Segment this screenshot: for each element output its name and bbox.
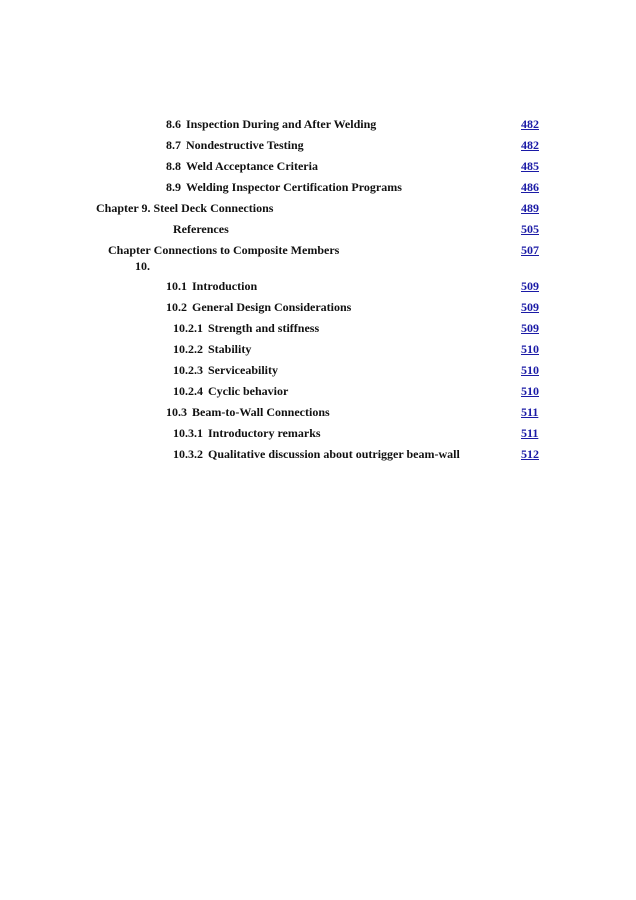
toc-entry-8-8	[0, 158, 636, 174]
toc-entry-number: 8.6	[166, 117, 181, 131]
toc-entry-number: 8.8	[166, 159, 181, 173]
toc-entry-title	[96, 200, 273, 216]
toc-entry-text: Stability	[208, 342, 252, 356]
toc-entry-title	[173, 221, 229, 237]
toc-entry-text: Introductory remarks	[208, 426, 321, 440]
toc-page-link[interactable]: 510	[521, 342, 539, 356]
toc-entry-chapter-9	[0, 200, 636, 216]
toc-page-link[interactable]: 510	[521, 363, 539, 377]
toc-entry-chapter-10	[0, 242, 636, 274]
toc-entry-text: Weld Acceptance Criteria	[186, 159, 318, 173]
toc-entry-title	[166, 116, 376, 132]
toc-entry-8-6	[0, 116, 636, 132]
toc-entry-title	[166, 137, 304, 153]
toc-page-link[interactable]: 510	[521, 384, 539, 398]
toc-entry-text: Introduction	[192, 279, 258, 293]
toc-entry-title	[173, 362, 278, 378]
toc-entry-number: 10.2.1	[173, 321, 203, 335]
toc-page-link[interactable]: 486	[521, 180, 539, 194]
toc-entry-title	[166, 404, 330, 420]
toc-entry-10-2	[0, 299, 636, 315]
toc-entry-continuation: 10.	[135, 259, 150, 273]
toc-entry-text: Welding Inspector Certification Programs	[186, 180, 402, 194]
toc-entry-text: General Design Considerations	[192, 300, 352, 314]
toc-entry-number: 10.2.4	[173, 384, 203, 398]
toc-entry-references	[0, 221, 636, 237]
toc-page-link[interactable]: 511	[521, 405, 539, 419]
toc-entry-title	[166, 299, 351, 315]
toc-entry-10-2-2	[0, 341, 636, 357]
toc-entry-8-7	[0, 137, 636, 153]
toc-page-link[interactable]: 507	[521, 243, 539, 257]
toc-entry-title	[173, 383, 288, 399]
toc-entry-number: 10.3.1	[173, 426, 203, 440]
toc-page-link[interactable]: 511	[521, 426, 539, 440]
toc-entry-10-2-3	[0, 362, 636, 378]
toc-entry-title	[166, 278, 257, 294]
toc-entry-text: Cyclic behavior	[208, 384, 289, 398]
toc-entry-text: Beam-to-Wall Connections	[192, 405, 330, 419]
toc-entry-title	[166, 158, 318, 174]
toc-page-link[interactable]: 509	[521, 279, 539, 293]
toc-entry-text: Chapter 9. Steel Deck Connections	[96, 201, 274, 215]
toc-entry-10-2-4	[0, 383, 636, 399]
toc-page-link[interactable]: 489	[521, 201, 539, 215]
toc-page-link[interactable]: 482	[521, 138, 539, 152]
toc-entry-10-3-2	[0, 446, 636, 462]
toc-entry-number: 8.7	[166, 138, 181, 152]
toc-entry-title	[173, 341, 251, 357]
toc-entry-number: 10.1	[166, 279, 187, 293]
toc-entry-title	[108, 242, 339, 274]
toc-entry-title	[173, 425, 321, 441]
toc-entry-text: Serviceability	[208, 363, 278, 377]
toc-entry-text: Nondestructive Testing	[186, 138, 304, 152]
toc-entry-number: Chapter	[108, 243, 151, 257]
toc-entry-10-2-1	[0, 320, 636, 336]
toc-entry-10-3-1	[0, 425, 636, 441]
toc-entry-number: 10.2	[166, 300, 187, 314]
toc-entry-text: Inspection During and After Welding	[186, 117, 377, 131]
toc-entry-number: 8.9	[166, 180, 181, 194]
toc-page-link[interactable]: 509	[521, 300, 539, 314]
toc-entry-title	[173, 446, 460, 462]
toc-entry-number: 10.2.3	[173, 363, 203, 377]
toc-entry-10-1	[0, 278, 636, 294]
toc-entry-text: Strength and stiffness	[208, 321, 320, 335]
toc-page-link[interactable]: 509	[521, 321, 539, 335]
toc-entry-text: References	[173, 222, 229, 236]
toc-entry-10-3	[0, 404, 636, 420]
toc-entry-number: 10.3	[166, 405, 187, 419]
toc-page-link[interactable]: 512	[521, 447, 539, 461]
toc-entry-title	[166, 179, 402, 195]
toc-page-link[interactable]: 505	[521, 222, 539, 236]
toc-entry-8-9	[0, 179, 636, 195]
toc-page-link[interactable]: 482	[521, 117, 539, 131]
toc-entry-title	[173, 320, 319, 336]
toc-entry-text: Qualitative discussion about outrigger beam-wall	[208, 447, 460, 461]
toc-page-link[interactable]: 485	[521, 159, 539, 173]
toc-entry-text: Connections to Composite Members	[153, 243, 340, 257]
toc-entry-number: 10.2.2	[173, 342, 203, 356]
toc-entry-number: 10.3.2	[173, 447, 203, 461]
